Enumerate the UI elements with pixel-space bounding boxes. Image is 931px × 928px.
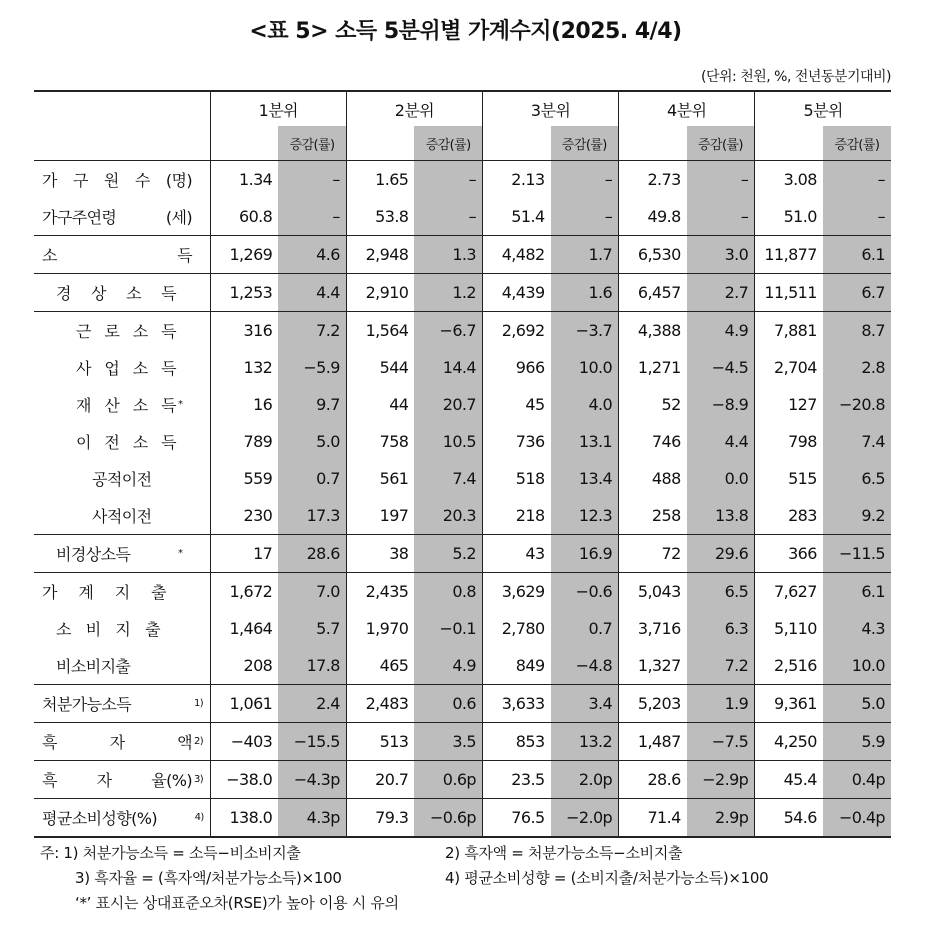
cell-value: 746	[619, 423, 687, 460]
cell-value: −403	[210, 723, 278, 761]
cell-value: 4,250	[755, 723, 823, 761]
cell-change: 4.4	[278, 274, 346, 312]
cell-value: 853	[482, 723, 550, 761]
header-q1-level	[210, 126, 278, 161]
cell-change: 0.6	[414, 685, 482, 723]
cell-change: –	[687, 198, 755, 236]
cell-value: 736	[482, 423, 550, 460]
row-label: 가구주연령 (세)	[42, 208, 192, 227]
cell-change: 0.0	[687, 460, 755, 497]
cell-value: 5,203	[619, 685, 687, 723]
cell-value: 7,627	[755, 573, 823, 611]
cell-value: 17	[210, 535, 278, 573]
header-q2-change: 증감(률)	[414, 126, 482, 161]
header-q2: 2분위	[346, 91, 482, 126]
cell-change: 1.6	[551, 274, 619, 312]
cell-value: 758	[346, 423, 414, 460]
cell-change: 12.3	[551, 497, 619, 535]
cell-value: 465	[346, 647, 414, 685]
cell-change: –	[414, 198, 482, 236]
table-row	[34, 497, 891, 535]
row-label: 비경상소득 *	[56, 545, 183, 564]
cell-value: 6,530	[619, 236, 687, 274]
cell-change: 2.4	[278, 685, 346, 723]
cell-value: 5,043	[619, 573, 687, 611]
cell-change: –	[278, 198, 346, 236]
table-row	[34, 799, 891, 838]
cell-change: 13.2	[551, 723, 619, 761]
cell-change: 2.9p	[687, 799, 755, 838]
header-q2-level	[346, 126, 414, 161]
cell-value: 53.8	[346, 198, 414, 236]
footnotes	[40, 841, 768, 916]
header-q3-level	[482, 126, 550, 161]
cell-change: 0.7	[278, 460, 346, 497]
cell-change: 17.3	[278, 497, 346, 535]
household-income-table	[34, 90, 891, 838]
cell-change: –	[551, 161, 619, 199]
cell-change: 20.7	[414, 386, 482, 423]
table-row	[34, 349, 891, 386]
cell-value: 51.0	[755, 198, 823, 236]
cell-value: 71.4	[619, 799, 687, 838]
cell-change: −8.9	[687, 386, 755, 423]
cell-change: 1.3	[414, 236, 482, 274]
cell-change: 9.2	[823, 497, 891, 535]
cell-value: 488	[619, 460, 687, 497]
cell-change: –	[687, 161, 755, 199]
cell-change: 2.0p	[551, 761, 619, 799]
cell-value: 849	[482, 647, 550, 685]
row-label: 이 전 소 득	[76, 433, 176, 452]
cell-value: 43	[482, 535, 550, 573]
row-label: 처분가능소득 1)	[42, 695, 204, 714]
cell-change: 2.8	[823, 349, 891, 386]
cell-change: −0.6	[551, 573, 619, 611]
cell-change: 0.6p	[414, 761, 482, 799]
cell-value: 366	[755, 535, 823, 573]
table-row	[34, 198, 891, 236]
cell-value: 208	[210, 647, 278, 685]
table-row	[34, 386, 891, 423]
footnote-1: 주: 1) 처분가능소득 = 소득−비소비지출	[40, 844, 301, 862]
row-label: 평균소비성향(%) 4)	[42, 809, 204, 828]
cell-change: −4.8	[551, 647, 619, 685]
cell-value: 2,704	[755, 349, 823, 386]
cell-value: 283	[755, 497, 823, 535]
cell-change: 2.7	[687, 274, 755, 312]
table-row	[34, 723, 891, 761]
table-row	[34, 236, 891, 274]
cell-change: 6.5	[823, 460, 891, 497]
table-row	[34, 423, 891, 460]
row-label: 소 비 지 출	[56, 620, 160, 639]
header-q5-change: 증감(률)	[823, 126, 891, 161]
footnote-5: ‘*’ 표시는 상대표준오차(RSE)가 높아 이용 시 유의	[75, 894, 399, 912]
cell-change: 13.4	[551, 460, 619, 497]
table-row	[34, 761, 891, 799]
table-row	[34, 535, 891, 573]
cell-value: 2,780	[482, 610, 550, 647]
cell-value: 561	[346, 460, 414, 497]
cell-value: 79.3	[346, 799, 414, 838]
cell-value: 2,516	[755, 647, 823, 685]
cell-value: 197	[346, 497, 414, 535]
cell-change: 4.3p	[278, 799, 346, 838]
cell-value: 1,970	[346, 610, 414, 647]
cell-change: –	[551, 198, 619, 236]
cell-value: 3,716	[619, 610, 687, 647]
cell-change: 28.6	[278, 535, 346, 573]
cell-value: 11,511	[755, 274, 823, 312]
cell-value: 4,388	[619, 312, 687, 350]
cell-change: 16.9	[551, 535, 619, 573]
cell-value: 38	[346, 535, 414, 573]
footnote-2: 2) 흑자액 = 처분가능소득−소비지출	[445, 844, 683, 862]
cell-change: 3.4	[551, 685, 619, 723]
cell-value: 1,487	[619, 723, 687, 761]
row-label: 사 업 소 득	[76, 359, 176, 378]
cell-change: 0.4p	[823, 761, 891, 799]
cell-change: 6.7	[823, 274, 891, 312]
row-label: 재 산 소 득 *	[76, 396, 183, 415]
cell-change: 9.7	[278, 386, 346, 423]
cell-value: 1,464	[210, 610, 278, 647]
header-q4-change: 증감(률)	[687, 126, 755, 161]
cell-change: −2.0p	[551, 799, 619, 838]
cell-change: −3.7	[551, 312, 619, 350]
cell-change: −4.3p	[278, 761, 346, 799]
row-label: 경 상 소 득	[56, 284, 176, 303]
cell-change: 5.2	[414, 535, 482, 573]
cell-value: 2.73	[619, 161, 687, 199]
cell-change: −2.9p	[687, 761, 755, 799]
cell-value: 44	[346, 386, 414, 423]
cell-change: 1.9	[687, 685, 755, 723]
cell-change: 7.2	[687, 647, 755, 685]
cell-value: 4,482	[482, 236, 550, 274]
cell-value: 513	[346, 723, 414, 761]
header-q1: 1분위	[210, 91, 346, 126]
row-label: 흑 자 율(%) 3)	[42, 771, 204, 790]
cell-change: −6.7	[414, 312, 482, 350]
cell-change: 13.8	[687, 497, 755, 535]
cell-value: 230	[210, 497, 278, 535]
cell-change: −11.5	[823, 535, 891, 573]
cell-value: 11,877	[755, 236, 823, 274]
cell-change: 13.1	[551, 423, 619, 460]
cell-value: 1,269	[210, 236, 278, 274]
table-header	[34, 91, 891, 161]
cell-change: 14.4	[414, 349, 482, 386]
cell-change: 7.4	[414, 460, 482, 497]
cell-change: 10.0	[823, 647, 891, 685]
header-q5: 5분위	[755, 91, 891, 126]
cell-value: 544	[346, 349, 414, 386]
cell-value: 49.8	[619, 198, 687, 236]
footnote-4: 4) 평균소비성향 = (소비지출/처분가능소득)×100	[445, 869, 769, 887]
row-label: 가 구 원 수 (명)	[42, 171, 192, 190]
cell-change: 4.4	[687, 423, 755, 460]
cell-value: 23.5	[482, 761, 550, 799]
cell-value: 316	[210, 312, 278, 350]
cell-change: 4.9	[687, 312, 755, 350]
table-row	[34, 610, 891, 647]
cell-change: 0.7	[551, 610, 619, 647]
cell-change: 29.6	[687, 535, 755, 573]
header-q4: 4분위	[619, 91, 755, 126]
cell-change: –	[823, 198, 891, 236]
cell-change: 8.7	[823, 312, 891, 350]
cell-value: 1,253	[210, 274, 278, 312]
cell-value: 966	[482, 349, 550, 386]
cell-value: 5,110	[755, 610, 823, 647]
cell-change: −0.6p	[414, 799, 482, 838]
cell-change: 6.1	[823, 573, 891, 611]
row-label: 소 득	[42, 246, 192, 265]
cell-value: 559	[210, 460, 278, 497]
cell-value: 3.08	[755, 161, 823, 199]
cell-value: 72	[619, 535, 687, 573]
cell-change: −7.5	[687, 723, 755, 761]
cell-change: –	[823, 161, 891, 199]
unit-label: (단위: 천원, %, 전년동분기대비)	[701, 69, 891, 85]
cell-value: 2,948	[346, 236, 414, 274]
cell-value: 1,061	[210, 685, 278, 723]
row-label: 공적이전	[92, 470, 152, 489]
cell-value: 45.4	[755, 761, 823, 799]
header-corner	[34, 91, 210, 161]
row-label: 사적이전	[92, 507, 152, 526]
cell-change: 5.0	[278, 423, 346, 460]
header-q5-level	[755, 126, 823, 161]
cell-value: 518	[482, 460, 550, 497]
cell-change: 6.5	[687, 573, 755, 611]
cell-change: 4.6	[278, 236, 346, 274]
table-row	[34, 685, 891, 723]
cell-value: 16	[210, 386, 278, 423]
cell-value: −38.0	[210, 761, 278, 799]
header-q1-change: 증감(률)	[278, 126, 346, 161]
cell-value: 76.5	[482, 799, 550, 838]
cell-value: 218	[482, 497, 550, 535]
cell-change: 7.4	[823, 423, 891, 460]
cell-change: –	[278, 161, 346, 199]
row-label: 근 로 소 득	[76, 322, 176, 341]
cell-change: 17.8	[278, 647, 346, 685]
table-row	[34, 460, 891, 497]
cell-value: 798	[755, 423, 823, 460]
footnote-3: 3) 흑자율 = (흑자액/처분가능소득)×100	[75, 869, 342, 887]
table-body	[34, 161, 891, 838]
cell-value: 45	[482, 386, 550, 423]
cell-value: 60.8	[210, 198, 278, 236]
cell-change: 1.2	[414, 274, 482, 312]
cell-value: 2.13	[482, 161, 550, 199]
cell-value: 2,692	[482, 312, 550, 350]
cell-value: 3,633	[482, 685, 550, 723]
cell-change: 10.5	[414, 423, 482, 460]
cell-change: −20.8	[823, 386, 891, 423]
cell-change: 7.0	[278, 573, 346, 611]
cell-change: 1.7	[551, 236, 619, 274]
cell-change: 4.9	[414, 647, 482, 685]
row-label: 비소비지출	[56, 657, 131, 676]
cell-value: 1,672	[210, 573, 278, 611]
cell-value: 515	[755, 460, 823, 497]
cell-change: 4.0	[551, 386, 619, 423]
cell-value: 3,629	[482, 573, 550, 611]
cell-change: 3.0	[687, 236, 755, 274]
cell-change: 0.8	[414, 573, 482, 611]
cell-value: 51.4	[482, 198, 550, 236]
cell-value: 258	[619, 497, 687, 535]
row-label: 가 계 지 출	[42, 583, 166, 602]
header-q3-change: 증감(률)	[551, 126, 619, 161]
cell-change: 3.5	[414, 723, 482, 761]
cell-change: −0.4p	[823, 799, 891, 838]
cell-change: 7.2	[278, 312, 346, 350]
cell-change: –	[414, 161, 482, 199]
cell-value: 2,435	[346, 573, 414, 611]
table-row	[34, 647, 891, 685]
cell-change: 5.9	[823, 723, 891, 761]
cell-change: 5.7	[278, 610, 346, 647]
cell-value: 6,457	[619, 274, 687, 312]
cell-value: 138.0	[210, 799, 278, 838]
cell-value: 1,271	[619, 349, 687, 386]
cell-change: 4.3	[823, 610, 891, 647]
cell-change: 6.1	[823, 236, 891, 274]
cell-value: 9,361	[755, 685, 823, 723]
cell-change: −15.5	[278, 723, 346, 761]
cell-value: 132	[210, 349, 278, 386]
cell-value: 1,564	[346, 312, 414, 350]
cell-change: 20.3	[414, 497, 482, 535]
cell-value: 20.7	[346, 761, 414, 799]
table-row	[34, 161, 891, 199]
header-q4-level	[619, 126, 687, 161]
cell-value: 789	[210, 423, 278, 460]
table-row	[34, 573, 891, 611]
cell-value: 2,910	[346, 274, 414, 312]
cell-change: −0.1	[414, 610, 482, 647]
cell-value: 7,881	[755, 312, 823, 350]
cell-value: 52	[619, 386, 687, 423]
table-row	[34, 274, 891, 312]
table-row	[34, 312, 891, 350]
cell-value: 1,327	[619, 647, 687, 685]
cell-value: 28.6	[619, 761, 687, 799]
header-q3: 3분위	[482, 91, 618, 126]
cell-change: 5.0	[823, 685, 891, 723]
cell-value: 1.65	[346, 161, 414, 199]
cell-value: 1.34	[210, 161, 278, 199]
cell-value: 2,483	[346, 685, 414, 723]
table-title: <표 5> 소득 5분위별 가계수지(2025. 4/4)	[249, 19, 682, 44]
row-label: 흑 자 액 2)	[42, 733, 204, 752]
cell-change: 10.0	[551, 349, 619, 386]
cell-value: 4,439	[482, 274, 550, 312]
cell-change: −4.5	[687, 349, 755, 386]
cell-value: 54.6	[755, 799, 823, 838]
cell-value: 127	[755, 386, 823, 423]
cell-change: 6.3	[687, 610, 755, 647]
cell-change: −5.9	[278, 349, 346, 386]
